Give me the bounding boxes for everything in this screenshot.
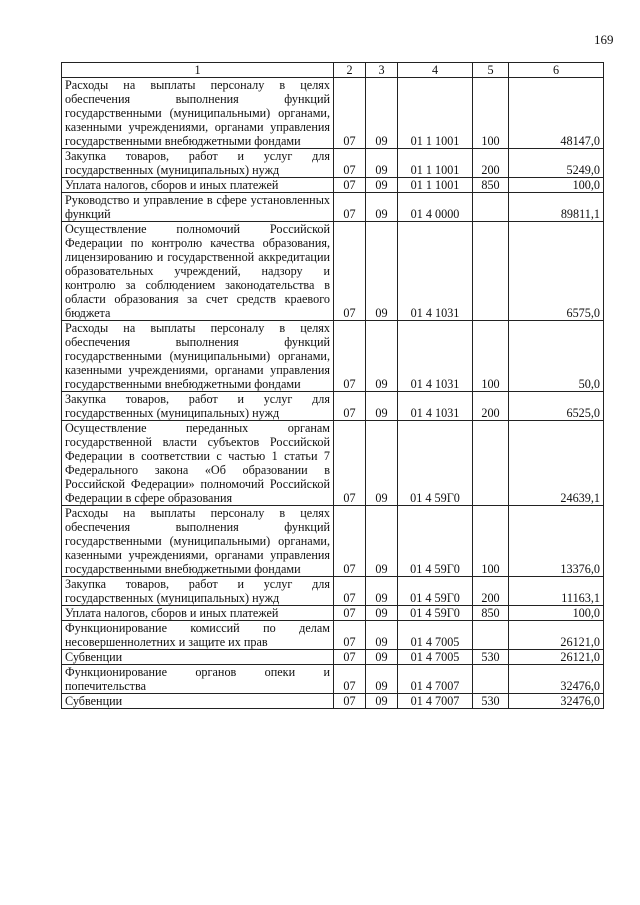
cell-target-article: 01 4 1031: [398, 321, 473, 392]
cell-section: 07: [334, 149, 366, 178]
cell-section: 07: [334, 421, 366, 506]
table-row: [62, 694, 604, 709]
cell-amount: 6575,0: [509, 222, 604, 321]
cell-amount: 32476,0: [509, 694, 604, 709]
cell-description: Закупка товаров, работ и услуг для государственных (муниципальных) нужд: [62, 392, 334, 421]
cell-description: Расходы на выплаты персоналу в целях обеспечения выполнения функций государственными (муниципальными) органами, казенными учреждениями, органами управления государственными внебюджетными фондами: [62, 78, 334, 149]
cell-section: 07: [334, 650, 366, 665]
table-row: [62, 149, 604, 178]
cell-expense-type: 200: [473, 392, 509, 421]
cell-expense-type: 530: [473, 694, 509, 709]
cell-expense-type: 100: [473, 78, 509, 149]
column-header: 1: [62, 63, 334, 78]
cell-subsection: 09: [366, 178, 398, 193]
table-header-row: [62, 63, 604, 78]
column-header: 3: [366, 63, 398, 78]
cell-subsection: 09: [366, 193, 398, 222]
cell-expense-type: 100: [473, 506, 509, 577]
cell-expense-type: 200: [473, 149, 509, 178]
cell-target-article: 01 4 59Г0: [398, 606, 473, 621]
cell-subsection: 09: [366, 577, 398, 606]
cell-description: Закупка товаров, работ и услуг для государственных (муниципальных) нужд: [62, 577, 334, 606]
column-header: 2: [334, 63, 366, 78]
cell-target-article: 01 1 1001: [398, 78, 473, 149]
cell-amount: 11163,1: [509, 577, 604, 606]
cell-subsection: 09: [366, 78, 398, 149]
table-row: [62, 78, 604, 149]
cell-description: Субвенции: [62, 694, 334, 709]
cell-target-article: 01 4 7005: [398, 650, 473, 665]
cell-expense-type: [473, 421, 509, 506]
cell-subsection: 09: [366, 392, 398, 421]
cell-description: Функционирование комиссий по делам несовершеннолетних и защите их прав: [62, 621, 334, 650]
cell-amount: 32476,0: [509, 665, 604, 694]
cell-amount: 24639,1: [509, 421, 604, 506]
table-row: [62, 178, 604, 193]
cell-section: 07: [334, 222, 366, 321]
cell-section: 07: [334, 178, 366, 193]
cell-target-article: 01 4 7007: [398, 694, 473, 709]
table-row: [62, 606, 604, 621]
cell-amount: 100,0: [509, 178, 604, 193]
cell-expense-type: 100: [473, 321, 509, 392]
cell-amount: 48147,0: [509, 78, 604, 149]
column-header: 6: [509, 63, 604, 78]
table-body: [62, 78, 604, 709]
cell-section: 07: [334, 193, 366, 222]
cell-subsection: 09: [366, 694, 398, 709]
cell-amount: 6525,0: [509, 392, 604, 421]
table-row: [62, 665, 604, 694]
cell-description: Осуществление полномочий Российской Федерации по контролю качества образования, лицензированию и государственной аккредитации образовательных учреждений, надзору и контролю за соблюдением законодательства в области образования за счет средств краевого бюджета: [62, 222, 334, 321]
cell-expense-type: 200: [473, 577, 509, 606]
cell-amount: 13376,0: [509, 506, 604, 577]
page-number: 169: [594, 32, 614, 47]
cell-section: 07: [334, 621, 366, 650]
cell-expense-type: [473, 193, 509, 222]
cell-section: 07: [334, 694, 366, 709]
cell-target-article: 01 4 7005: [398, 621, 473, 650]
cell-section: 07: [334, 606, 366, 621]
cell-section: 07: [334, 577, 366, 606]
cell-target-article: 01 4 59Г0: [398, 577, 473, 606]
cell-expense-type: 850: [473, 178, 509, 193]
column-header: 4: [398, 63, 473, 78]
table-row: [62, 621, 604, 650]
cell-expense-type: 530: [473, 650, 509, 665]
cell-description: Субвенции: [62, 650, 334, 665]
cell-target-article: 01 4 1031: [398, 392, 473, 421]
cell-subsection: 09: [366, 222, 398, 321]
table-row: [62, 577, 604, 606]
budget-table: [61, 62, 604, 709]
cell-subsection: 09: [366, 650, 398, 665]
cell-description: Уплата налогов, сборов и иных платежей: [62, 606, 334, 621]
cell-subsection: 09: [366, 506, 398, 577]
cell-description: Руководство и управление в сфере установленных функций: [62, 193, 334, 222]
cell-section: 07: [334, 506, 366, 577]
cell-target-article: 01 4 59Г0: [398, 421, 473, 506]
cell-amount: 89811,1: [509, 193, 604, 222]
cell-amount: 50,0: [509, 321, 604, 392]
cell-description: Уплата налогов, сборов и иных платежей: [62, 178, 334, 193]
cell-amount: 100,0: [509, 606, 604, 621]
cell-section: 07: [334, 665, 366, 694]
cell-description: Закупка товаров, работ и услуг для государственных (муниципальных) нужд: [62, 149, 334, 178]
cell-expense-type: [473, 222, 509, 321]
cell-section: 07: [334, 392, 366, 421]
cell-amount: 26121,0: [509, 621, 604, 650]
cell-target-article: 01 1 1001: [398, 178, 473, 193]
cell-target-article: 01 4 1031: [398, 222, 473, 321]
cell-description: Функционирование органов опеки и попечительства: [62, 665, 334, 694]
cell-subsection: 09: [366, 321, 398, 392]
cell-subsection: 09: [366, 149, 398, 178]
table-row: [62, 506, 604, 577]
cell-target-article: 01 1 1001: [398, 149, 473, 178]
cell-amount: 5249,0: [509, 149, 604, 178]
cell-section: 07: [334, 321, 366, 392]
cell-target-article: 01 4 0000: [398, 193, 473, 222]
cell-expense-type: [473, 621, 509, 650]
cell-description: Осуществление переданных органам государственной власти субъектов Российской Федерации в соответствии с частью 1 статьи 7 Федерального закона «Об образовании в Российской Федерации» полномочий Российской Федерации в сфере образования: [62, 421, 334, 506]
cell-section: 07: [334, 78, 366, 149]
cell-expense-type: [473, 665, 509, 694]
table-row: [62, 193, 604, 222]
cell-amount: 26121,0: [509, 650, 604, 665]
cell-subsection: 09: [366, 665, 398, 694]
table-row: [62, 421, 604, 506]
table-row: [62, 222, 604, 321]
cell-expense-type: 850: [473, 606, 509, 621]
column-header: 5: [473, 63, 509, 78]
table-row: [62, 392, 604, 421]
cell-description: Расходы на выплаты персоналу в целях обеспечения выполнения функций государственными (муниципальными) органами, казенными учреждениями, органами управления государственными внебюджетными фондами: [62, 321, 334, 392]
cell-target-article: 01 4 59Г0: [398, 506, 473, 577]
cell-target-article: 01 4 7007: [398, 665, 473, 694]
table-row: [62, 650, 604, 665]
table-row: [62, 321, 604, 392]
cell-description: Расходы на выплаты персоналу в целях обеспечения выполнения функций государственными (муниципальными) органами, казенными учреждениями, органами управления государственными внебюджетными фондами: [62, 506, 334, 577]
cell-subsection: 09: [366, 621, 398, 650]
cell-subsection: 09: [366, 421, 398, 506]
cell-subsection: 09: [366, 606, 398, 621]
